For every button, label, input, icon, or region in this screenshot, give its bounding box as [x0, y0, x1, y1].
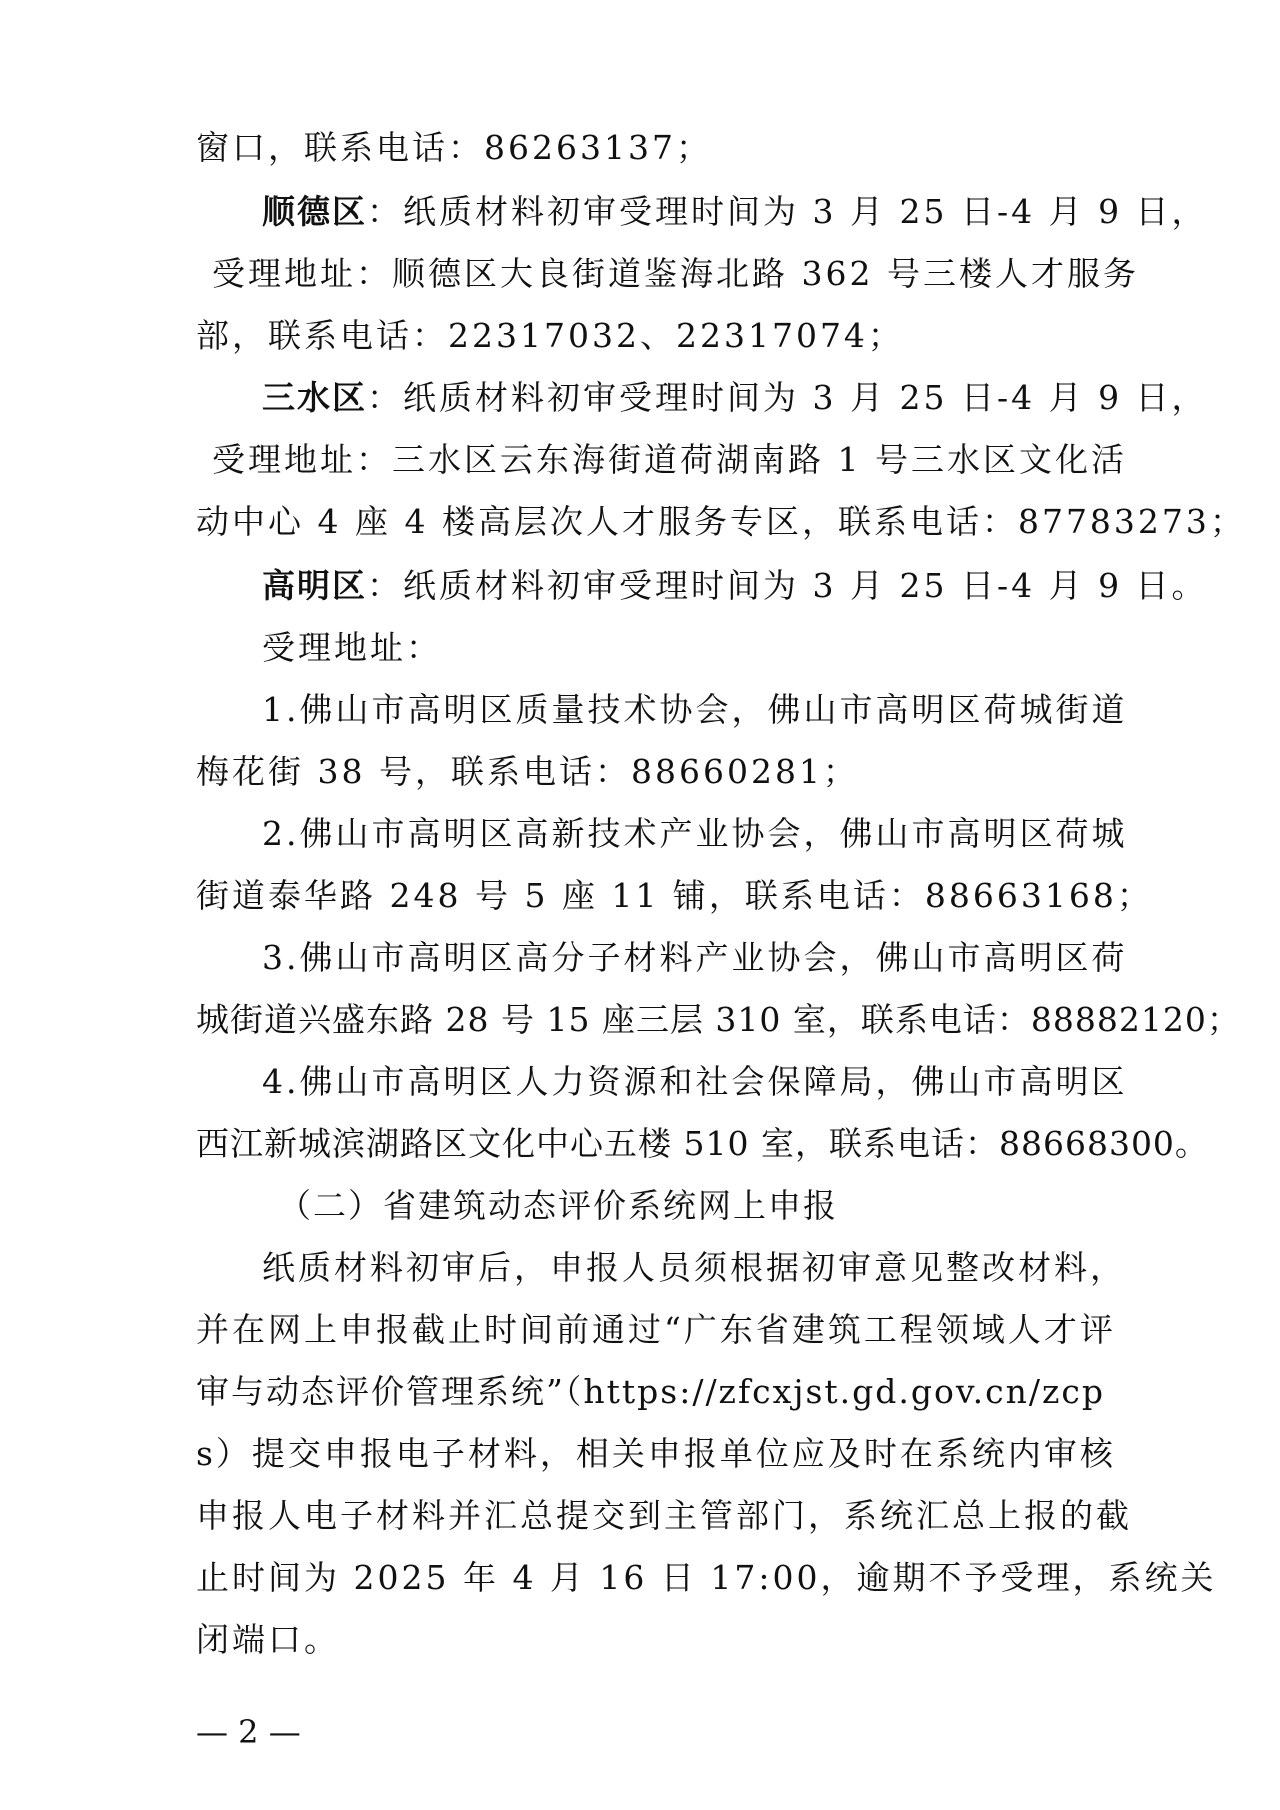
- text-line-paragraph-4: [196, 1432, 1116, 1476]
- line-text: 受理地址：顺德区大良街道鉴海北路 362 号三楼人才服务: [212, 254, 1139, 293]
- line-text: 止时间为 2025 年 4 月 16 日 17:00，逾期不予受理，系统关: [196, 1558, 1217, 1597]
- page-number: — 2 —: [196, 1713, 301, 1751]
- text-line-gaoming-time: [262, 564, 1208, 608]
- line-text: 纸质材料初审后，申报人员须根据初审意见整改材料，: [262, 1248, 1126, 1287]
- text-line-contact-window: [196, 126, 712, 170]
- text-line-paragraph-5: [196, 1494, 1132, 1538]
- text-line-shunde-phone: [196, 314, 904, 358]
- text-line-paragraph-2: [196, 1308, 1116, 1352]
- text-line-sanshui-time: [262, 376, 1208, 420]
- text-line-sanshui-address: [212, 438, 1127, 482]
- line-text: 受理地址：: [262, 628, 442, 667]
- text-line-shunde-time: [262, 190, 1208, 234]
- line-text: ：纸质材料初审受理时间为 3 月 25 日-4 月 9 日，: [367, 378, 1208, 417]
- text-line-item-1a: [262, 688, 1128, 732]
- text-line-item-4b: [196, 1122, 1209, 1166]
- heading-text: （二）省建筑动态评价系统网上申报: [278, 1186, 838, 1225]
- line-text: 审与动态评价管理系统”（https://zfcxjst.gd.gov.cn/zcp: [196, 1372, 1105, 1411]
- text-line-sanshui-phone: [196, 500, 1246, 544]
- line-text: ：纸质材料初审受理时间为 3 月 25 日-4 月 9 日，: [367, 192, 1208, 231]
- line-text: 并在网上申报截止时间前通过“广东省建筑工程领域人才评: [196, 1310, 1116, 1349]
- line-text: s）提交申报电子材料，相关申报单位应及时在系统内审核: [196, 1434, 1116, 1473]
- text-line-item-3b: [196, 998, 1241, 1042]
- text-line-item-2b: [196, 874, 1153, 918]
- line-text: 2.佛山市高明区高新技术产业协会，佛山市高明区荷城: [262, 814, 1128, 853]
- line-text: 梅花街 38 号，联系电话：88660281；: [196, 752, 859, 791]
- line-text: 窗口，联系电话：86263137；: [196, 128, 712, 167]
- line-text: 城街道兴盛东路 28 号 15 座三层 310 室，联系电话：88882120；: [196, 1000, 1241, 1039]
- text-line-gaoming-address-label: [262, 626, 442, 670]
- line-text: 部，联系电话：22317032、22317074；: [196, 316, 904, 355]
- line-text: 受理地址：三水区云东海街道荷湖南路 1 号三水区文化活: [212, 440, 1127, 479]
- text-line-paragraph-1: [262, 1246, 1126, 1290]
- line-text: 西江新城滨湖路区文化中心五楼 510 室，联系电话：88668300。: [196, 1124, 1209, 1163]
- text-line-item-1b: [196, 750, 859, 794]
- line-text: 4.佛山市高明区人力资源和社会保障局，佛山市高明区: [262, 1062, 1128, 1101]
- district-label-shunde: 顺德区: [262, 192, 367, 231]
- section-heading-online-submission: [278, 1184, 838, 1228]
- line-text: 动中心 4 座 4 楼高层次人才服务专区，联系电话：87783273；: [196, 502, 1246, 541]
- text-line-item-4a: [262, 1060, 1128, 1104]
- line-text: 1.佛山市高明区质量技术协会，佛山市高明区荷城街道: [262, 690, 1128, 729]
- line-text: ：纸质材料初审受理时间为 3 月 25 日-4 月 9 日。: [367, 566, 1208, 605]
- text-line-paragraph-6: [196, 1556, 1217, 1600]
- line-text: 申报人电子材料并汇总提交到主管部门，系统汇总上报的截: [196, 1496, 1132, 1535]
- district-label-sanshui: 三水区: [262, 378, 367, 417]
- text-line-paragraph-7: [196, 1618, 340, 1662]
- text-line-item-2a: [262, 812, 1128, 856]
- line-text: 闭端口。: [196, 1620, 340, 1659]
- line-text: 街道泰华路 248 号 5 座 11 铺，联系电话：88663168；: [196, 876, 1153, 915]
- text-line-item-3a: [262, 936, 1128, 980]
- text-line-shunde-address: [212, 252, 1139, 296]
- line-text: 3.佛山市高明区高分子材料产业协会，佛山市高明区荷: [262, 938, 1128, 977]
- text-line-paragraph-3: [196, 1370, 1105, 1414]
- district-label-gaoming: 高明区: [262, 566, 367, 605]
